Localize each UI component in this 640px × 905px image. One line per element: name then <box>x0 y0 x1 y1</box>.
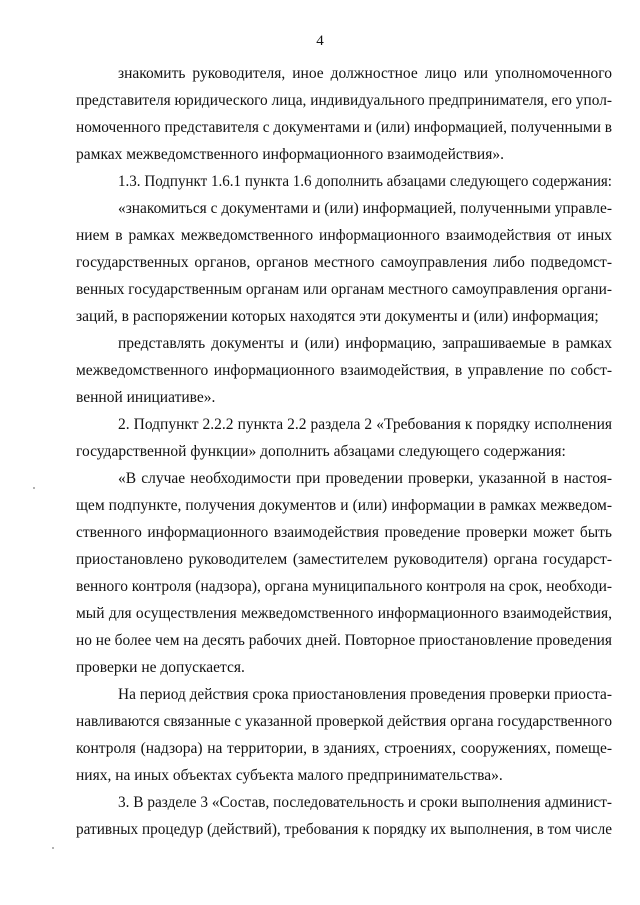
text-line-content: приостановлено руководителем (заместителем руководителя) органа государст- <box>76 551 612 568</box>
text-line-content: ниях, на иных объектах субъекта малого предпринимательства». <box>76 767 503 784</box>
text-line <box>0 766 640 786</box>
text-line <box>0 496 640 516</box>
text-line-content: На период действия срока приостановления проведения проверки приоста- <box>118 686 612 703</box>
text-line-content: номоченного представителя с документами и (или) информацией, полученными в <box>76 119 612 136</box>
text-line-content: щем подпункте, получения документов и (или) информации в рамках межведом- <box>76 497 612 514</box>
text-line <box>0 442 640 462</box>
text-line-content: рамках межведомственного информационного взаимодействия». <box>76 146 504 163</box>
text-line <box>0 469 640 489</box>
text-line-content: контроля (надзора) на территории, в зданиях, строениях, сооружениях, помеще- <box>76 740 612 757</box>
text-line <box>0 280 640 300</box>
text-line <box>0 523 640 543</box>
text-line <box>0 712 640 732</box>
text-line <box>0 199 640 219</box>
scan-speck <box>52 847 54 849</box>
text-line <box>0 604 640 624</box>
text-line-content: 2. Подпункт 2.2.2 пункта 2.2 раздела 2 «Требования к порядку исполнения <box>118 416 612 433</box>
text-line <box>0 64 640 84</box>
text-line-content: проверки не допускается. <box>76 659 245 676</box>
text-line-content: знакомить руководителя, иное должностное лицо или уполномоченного <box>118 65 612 82</box>
text-line <box>0 172 640 192</box>
text-line-content: но не более чем на десять рабочих дней. Повторное приостановление проведения <box>76 632 612 649</box>
text-line-content: «В случае необходимости при проведении проверки, указанной в настоя- <box>118 470 612 487</box>
text-line-content: 3. В разделе 3 «Состав, последовательность и сроки выполнения админист- <box>118 794 612 811</box>
text-line <box>0 658 640 678</box>
text-line-content: мый для осуществления межведомственного информационного взаимодействия, <box>76 605 612 622</box>
text-line-content: представлять документы и (или) информацию, запрашиваемые в рамках <box>118 335 612 352</box>
text-line-content: представителя юридического лица, индивидуального предпринимателя, его упол- <box>76 92 612 109</box>
text-line <box>0 91 640 111</box>
text-line <box>0 577 640 597</box>
text-line <box>0 793 640 813</box>
text-line <box>0 307 640 327</box>
text-line-content: межведомственного информационного взаимодействия, в управление по собст- <box>76 362 612 379</box>
text-line-content: нием в рамках межведомственного информационного взаимодействия от иных <box>76 227 612 244</box>
text-line <box>0 334 640 354</box>
text-line <box>0 118 640 138</box>
text-line-content: навливаются связанные с указанной проверкой действия органа государственного <box>76 713 612 730</box>
text-line-content: 1.3. Подпункт 1.6.1 пункта 1.6 дополнить абзацами следующего содержания: <box>118 173 612 190</box>
text-line <box>0 253 640 273</box>
text-line-content: государственных органов, органов местного самоуправления либо подведомст- <box>76 254 612 271</box>
text-line-content: венных государственным органам или органам местного самоуправления органи- <box>76 281 612 298</box>
text-line <box>0 388 640 408</box>
text-line-content: ративных процедур (действий), требования к порядку их выполнения, в том числе <box>76 821 612 838</box>
text-line <box>0 415 640 435</box>
text-line <box>0 685 640 705</box>
text-line-content: заций, в распоряжении которых находятся эти документы и (или) информация; <box>76 308 599 325</box>
scan-speck <box>33 487 35 489</box>
text-line <box>0 361 640 381</box>
text-line-content: государственной функции» дополнить абзацами следующего содержания: <box>76 443 566 460</box>
text-line <box>0 550 640 570</box>
page-number: 4 <box>316 33 324 49</box>
text-line <box>0 820 640 840</box>
text-line <box>0 226 640 246</box>
text-line <box>0 631 640 651</box>
text-line <box>0 739 640 759</box>
text-line-content: «знакомиться с документами и (или) информацией, полученными управле- <box>118 200 612 217</box>
text-line <box>0 145 640 165</box>
text-line-content: венного контроля (надзора), органа муниципального контроля на срок, необходи- <box>76 578 612 595</box>
text-line-content: венной инициативе». <box>76 389 216 406</box>
text-line-content: ственного информационного взаимодействия проведение проверки может быть <box>76 524 612 541</box>
